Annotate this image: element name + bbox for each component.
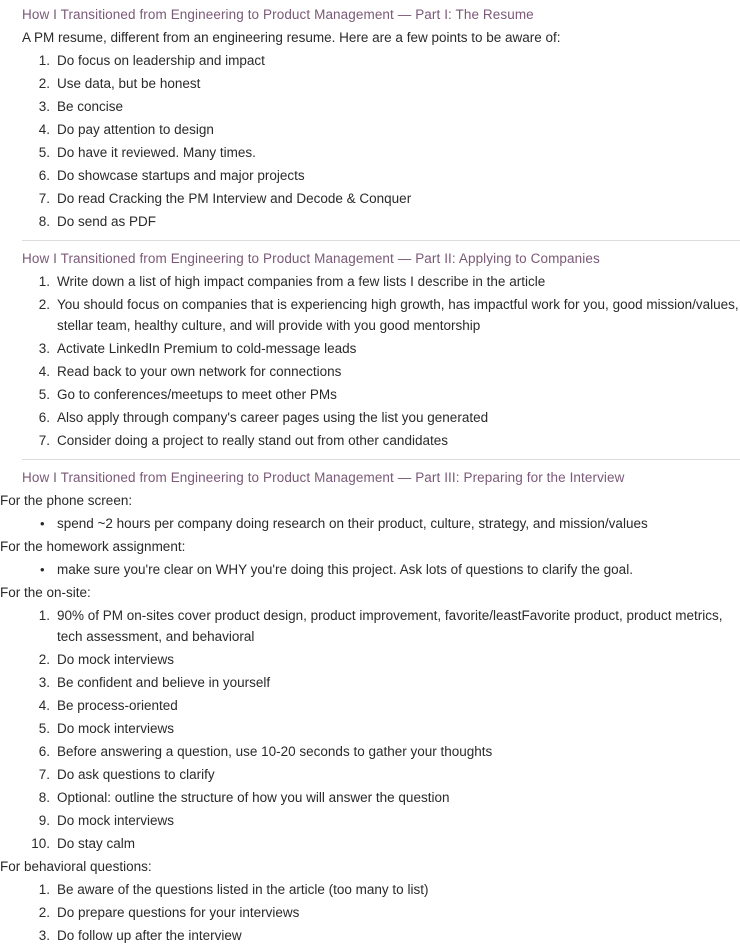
list-item: Do mock interviews [57, 721, 175, 736]
list-item: Write down a list of high impact companies from a few lists I describe in the article [57, 274, 546, 289]
section-part-three [0, 459, 740, 946]
list-item: Do follow up after the interview [57, 928, 242, 943]
list-item: Do send as PDF [57, 214, 157, 229]
section-heading: How I Transitioned from Engineering to Product Management — Part III: Preparing for the Interview [22, 470, 625, 485]
list-item: Do focus on leadership and impact [57, 53, 265, 68]
list-item: Consider doing a project to really stand out from other candidates [57, 433, 448, 448]
section-intro-paragraph: A PM resume, different from an engineering resume. Here are a few points to be aware of: [22, 30, 561, 45]
list-item: Do mock interviews [57, 652, 175, 667]
section-heading: How I Transitioned from Engineering to Product Management — Part I: The Resume [22, 7, 534, 22]
list-item: Do stay calm [57, 836, 136, 851]
list-item: You should focus on companies that is experiencing high growth, has impactful work for you, good mission/values, stellar team, healthy culture, and will provide with you good mentorship [57, 297, 739, 333]
ordered-list-part-one [0, 50, 740, 232]
section-heading: How I Transitioned from Engineering to Product Management — Part II: Applying to Companies [22, 251, 600, 266]
list-item: Do prepare questions for your interviews [57, 905, 300, 920]
list-item: • spend ~2 hours per company doing research on their product, culture, strategy, and mission/values [0, 513, 740, 534]
bullet-list-phone-screen [0, 513, 740, 534]
list-item: 90% of PM on-sites cover product design, product improvement, favorite/leastFavorite product, product metrics, tech assessment, and behavioral [57, 608, 723, 644]
list-item: Be confident and believe in yourself [57, 675, 271, 690]
list-item: Before answering a question, use 10-20 seconds to gather your thoughts [57, 744, 493, 759]
list-item: Be process-oriented [57, 698, 178, 713]
list-item: Also apply through company's career pages using the list you generated [57, 410, 489, 425]
list-item: Do ask questions to clarify [57, 767, 215, 782]
list-item: Read back to your own network for connections [57, 364, 342, 379]
list-item: Optional: outline the structure of how you will answer the question [57, 790, 450, 805]
list-item: Do mock interviews [57, 813, 175, 828]
block-label-homework-assignment: For the homework assignment: [0, 539, 186, 554]
list-item: Go to conferences/meetups to meet other PMs [57, 387, 337, 402]
block-label-on-site: For the on-site: [0, 585, 91, 600]
list-item: Be concise [57, 99, 124, 114]
list-item: • make sure you're clear on WHY you're doing this project. Ask lots of questions to clarify the goal. [0, 559, 740, 580]
list-item: Activate LinkedIn Premium to cold-message leads [57, 341, 357, 356]
section-part-two [22, 240, 740, 451]
list-item: Use data, but be honest [57, 76, 201, 91]
ordered-list-behavioral-questions [0, 879, 740, 946]
bullet-list-homework-assignment [0, 559, 740, 580]
ordered-list-part-two [0, 271, 740, 451]
list-item: Do pay attention to design [57, 122, 214, 137]
list-item: Do showcase startups and major projects [57, 168, 305, 183]
block-label-behavioral-questions: For behavioral questions: [0, 859, 152, 874]
list-item: Do read Cracking the PM Interview and Decode & Conquer [57, 191, 412, 206]
section-part-one [0, 6, 740, 232]
block-label-phone-screen: For the phone screen: [0, 493, 133, 508]
list-item: Be aware of the questions listed in the article (too many to list) [57, 882, 429, 897]
ordered-list-on-site [0, 605, 740, 854]
list-item: Do have it reviewed. Many times. [57, 145, 256, 160]
